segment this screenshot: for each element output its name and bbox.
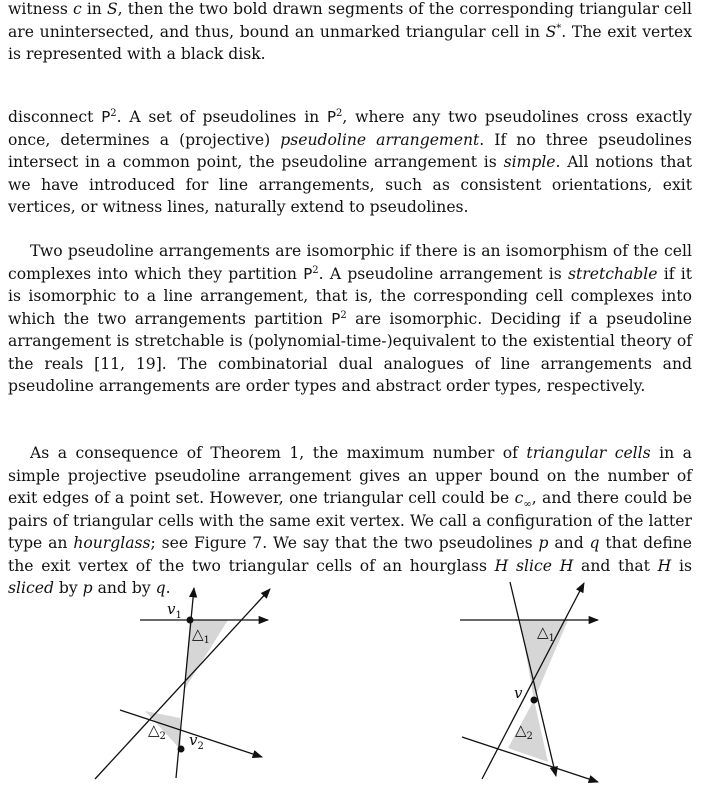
- exit-vertex-v2: [178, 746, 185, 753]
- label-v2: $v_2$: [189, 731, 204, 752]
- figure-left-two-triangles: [95, 588, 270, 779]
- label-triangle-1: $\triangle_1$: [192, 625, 210, 646]
- label-triangle-1-right: $\triangle_1$: [537, 623, 555, 644]
- paragraph-top: witness c in S, then the two bold drawn segments of the corresponding triangular cell are unintersected, and thus, bound an unmarked triangular cell in S*. The exit vertex is represented with a black disk.: [8, 0, 692, 63]
- label-v1: $v_1$: [167, 600, 182, 621]
- label-triangle-2: $\triangle_2$: [148, 721, 166, 742]
- label-v: v: [514, 684, 523, 702]
- figure-right-hourglass: [460, 582, 598, 782]
- label-triangle-2-right: $\triangle_2$: [515, 721, 533, 742]
- paragraph-pseudoline-arrangement: disconnect $P^2$. A set of pseudolines in $P^2$, where any two pseudolines cross exactly once, determines a (projective) pseudoline arrangement. If no three pseudolines intersect in a common point, the pseudoline arrangement is simple. All notions that we have introduced for line arrangements, such as consistent orientations, exit vertices, or witness lines, naturally extend to pseudolines.: [8, 107, 692, 216]
- exit-vertex-v1: [187, 617, 194, 624]
- paragraph-stretchable: Two pseudoline arrangements are isomorphic if there is an isomorphism of the cell complexes into which they partition $P^2$. A pseudoline arrangement is stretchable if it is isomorphic to a line arrangement, that is, the corresponding cell complexes into which the two arrangements partition $P^2$ are isomorphic. Deciding if a pseudoline arrangement is stretchable is (polynomial-time-)equivalent to the existential theory of the reals [11, 19]. The combinatorial dual analogues of line arrangements and pseudoline arrangements are order types and abstract order types, respectively.: [8, 242, 692, 395]
- paragraph-hourglass: As a consequence of Theorem 1, the maximum number of triangular cells in a simple projective pseudoline arrangement gives an upper bound on the number of exit edges of a point set. However, one triangular cell could be $c_\infty$, and there could be pairs of triangular cells with the same exit vertex. We call a configuration of the latter type an hourglass; see Figure 7. We say that the two pseudolines p and q that define the exit vertex of the two triangular cells of an hourglass H slice H and that H is sliced by p and by q.: [8, 444, 692, 597]
- exit-vertex-v: [531, 697, 538, 704]
